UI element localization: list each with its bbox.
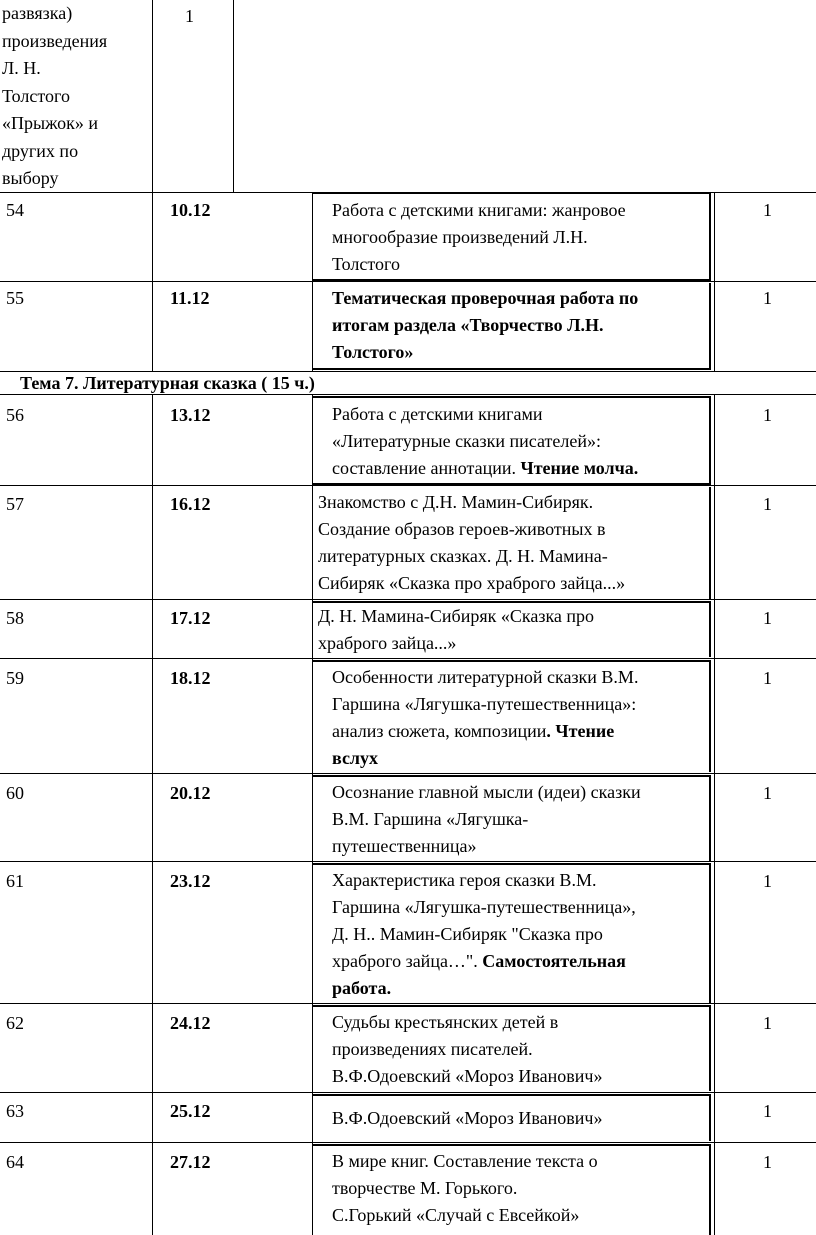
lesson-topic-line: анализ сюжета, композиции. Чтение [332,721,615,741]
lesson-hours: 1 [763,1101,772,1121]
lesson-number: 64 [6,1152,24,1172]
lesson-topic-line: В.Ф.Одоевский «Мороз Иванович» [332,1066,603,1086]
lesson-topic-line: «Литературные сказки писателей»: [332,431,601,451]
prev-topic-line: «Прыжок» и [2,113,98,133]
lesson-topic-line: Характеристика героя сказки В.М. [332,870,597,890]
lesson-date: 11.12 [170,288,210,308]
lesson-topic-line: Работа с детскими книгами [332,404,543,424]
topic-frame [312,279,711,281]
lesson-hours: 1 [763,1152,772,1172]
table-border [714,192,715,371]
table-border [0,773,816,774]
lesson-hours: 1 [763,1013,772,1033]
table-border [152,0,153,192]
lesson-topic-line: Работа с детскими книгами: жанровое [332,200,626,220]
prev-topic-line: выбору [2,168,59,188]
lesson-hours: 1 [763,783,772,803]
table-border [0,658,816,659]
lesson-hours: 1 [763,608,772,628]
lesson-hours: 1 [763,288,772,308]
lesson-number: 54 [6,200,24,220]
table-border [312,394,313,1235]
topic-frame [312,660,711,662]
lesson-date: 25.12 [170,1101,211,1121]
lesson-topic-line: Знакомство с Д.Н. Мамин-Сибиряк. [318,492,594,512]
topic-frame [709,1094,711,1141]
lesson-topic-line: Особенности литературной сказки В.М. [332,667,639,687]
table-border [0,1003,816,1004]
lesson-number: 59 [6,668,24,688]
lesson-date: 16.12 [170,494,211,514]
lesson-number: 56 [6,405,24,425]
lesson-topic-line: Толстого [332,254,400,274]
prev-topic-line: произведения [2,31,108,51]
table-border [152,192,153,371]
lesson-topic-line: В.Ф.Одоевский «Мороз Иванович» [332,1108,603,1128]
lesson-date: 20.12 [170,783,211,803]
table-border [0,861,816,862]
lesson-number: 57 [6,494,24,514]
topic-frame [312,863,711,865]
lesson-date: 18.12 [170,668,211,688]
lesson-topic-line: Судьбы крестьянских детей в [332,1012,559,1032]
lesson-number: 55 [6,288,24,308]
topic-frame [709,660,711,772]
lesson-date: 10.12 [170,200,211,220]
prev-topic-line: развязка) [2,3,73,23]
lesson-topic-line: Создание образов героев-животных в [318,519,606,539]
topic-frame [312,483,711,485]
lesson-topic-line: многообразие произведений Л.Н. [332,227,588,247]
lesson-topic-line: Гаршина «Лягушка-путешественница», [332,897,636,917]
lesson-topic-line: В.М. Гаршина «Лягушка- [332,809,529,829]
lesson-topic-line: В мире книг. Составление текста о [332,1151,598,1171]
lesson-hours: 1 [763,405,772,425]
prev-topic-line: Толстого [2,86,70,106]
topic-frame [709,601,711,657]
table-border [0,599,816,600]
lesson-hours: 1 [763,494,772,514]
lesson-date: 24.12 [170,1013,211,1033]
topic-frame [709,487,711,599]
topic-frame [312,1094,711,1096]
topic-frame [709,396,711,484]
lesson-topic-line: произведениях писателей. [332,1039,533,1059]
prev-topic-line: других по [2,141,79,161]
topic-frame [709,775,711,861]
lesson-date: 13.12 [170,405,211,425]
topic-frame [709,1005,711,1091]
lesson-topic-line: Сибиряк «Сказка про храброго зайца...» [318,573,626,593]
table-border [714,394,715,1235]
topic-frame [312,368,711,370]
lesson-date: 23.12 [170,871,211,891]
lesson-topic-line: Толстого» [332,342,414,362]
lesson-number: 63 [6,1101,24,1121]
topic-frame [312,775,711,777]
table-border [0,1142,816,1143]
lesson-topic-line: литературных сказках. Д. Н. Мамина- [318,546,608,566]
table-border [0,394,816,395]
lesson-topic-line: работа. [332,978,392,998]
lesson-topic-line: храброго зайца…". Самостоятельная [332,951,626,971]
lesson-topic-line: храброго зайца...» [318,633,457,653]
lesson-topic-line: Тематическая проверочная работа по [332,288,639,308]
lesson-topic-line: Осознание главной мысли (идеи) сказки [332,782,641,802]
topic-frame [312,1005,711,1007]
lesson-number: 60 [6,783,24,803]
table-border [152,394,153,1235]
lesson-topic-line: С.Горький «Случай с Евсейкой» [332,1205,580,1225]
lesson-topic-line: путешественница» [332,836,477,856]
lesson-topic-line: Гаршина «Лягушка-путешественница»: [332,694,637,714]
topic-frame [709,1144,711,1235]
prev-topic-line: Л. Н. [2,58,41,78]
topic-frame [709,283,711,369]
table-border [0,1092,816,1093]
lesson-topic-line: Д. Н. Мамина-Сибиряк «Сказка про [318,606,595,626]
lesson-number: 61 [6,871,24,891]
lesson-date: 27.12 [170,1152,211,1172]
lesson-hours: 1 [763,200,772,220]
lesson-topic-line: итогам раздела «Творчество Л.Н. [332,315,604,335]
table-border [0,485,816,486]
lesson-hours: 1 [763,668,772,688]
lesson-number: 58 [6,608,24,628]
lesson-number: 62 [6,1013,24,1033]
table-border [233,0,234,192]
topic-frame [312,396,711,398]
topic-frame [312,1144,711,1146]
topic-frame [709,863,711,1003]
lesson-topic-line: творчестве М. Горького. [332,1178,518,1198]
lesson-topic-line: Д. Н.. Мамин-Сибиряк "Сказка про [332,924,603,944]
table-border [312,192,313,371]
section-heading: Тема 7. Литературная сказка ( 15 ч.) [20,373,315,393]
lesson-hours: 1 [763,871,772,891]
topic-frame [709,192,711,280]
prev-hours: 1 [185,6,194,26]
topic-frame [312,192,711,194]
lesson-topic-line: вслух [332,748,379,768]
lesson-date: 17.12 [170,608,211,628]
table-border [0,281,816,282]
lesson-topic-line: составление аннотации. Чтение молча. [332,458,639,478]
